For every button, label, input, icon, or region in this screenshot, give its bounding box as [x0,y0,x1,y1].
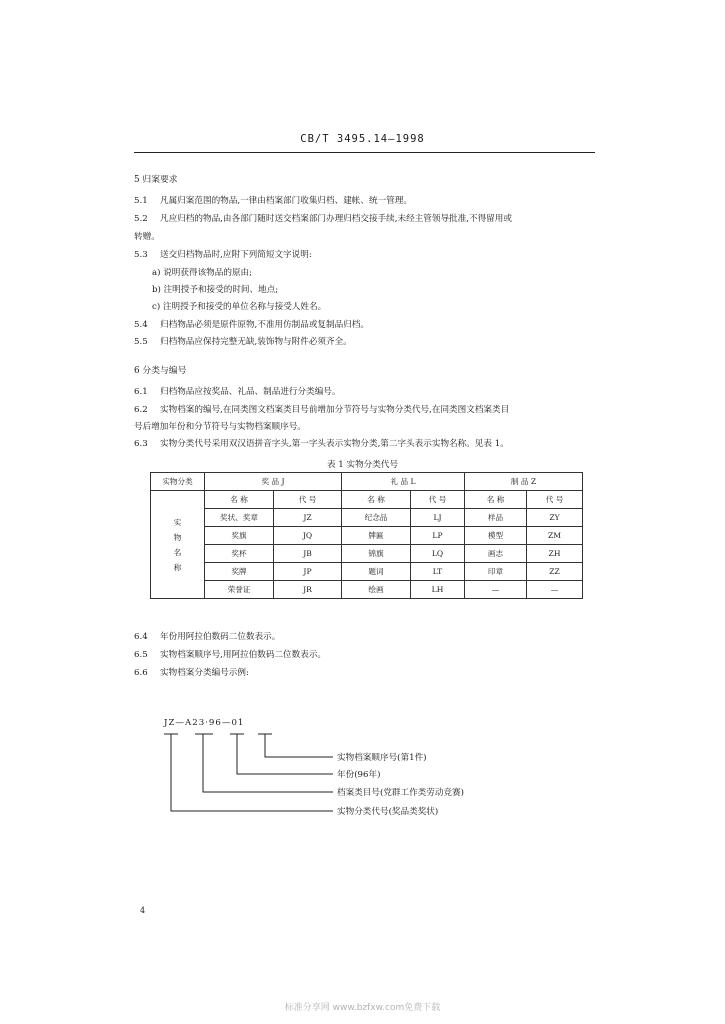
subheader-code: 代 号 [527,491,583,509]
clause-6-4: 6.4 年份用阿拉伯数码二位数表示。 [134,632,281,642]
leader-category [171,734,333,811]
clause-6-5: 6.5 实物档案顺序号,用阿拉伯数码二位数表示。 [134,650,327,660]
leader-sequence [265,734,333,757]
section-5-title: 5 归案要求 [134,175,178,185]
code-part-category: JZ [164,718,176,728]
table-cell: 模型 [465,527,527,545]
table-cell: 奖牌 [205,563,274,581]
code-separator: — [221,718,232,728]
clause-5-3: 5.3 送交归档物品时,应附下列简短文字说明: [134,250,312,260]
table-cell: 奖杯 [205,545,274,563]
clause-5-4: 5.4 归档物品必须是原件原物,不准用仿制品或复制品归档。 [134,320,369,330]
clause-5-3-a: a) 说明获得该物品的原由; [152,268,253,278]
table-cell: 题词 [342,563,411,581]
table-cell: ZZ [527,563,583,581]
code-part-class: A23 [185,718,206,728]
clause-6-2-continued: 号后增加年份和分节符号与实物档案顺序号。 [134,422,306,432]
code-part-sequence: 01 [231,718,245,728]
leader-class [203,734,333,792]
table-cell: 奖旗 [205,527,274,545]
table-cell: 纪念品 [342,509,411,527]
label-category: 实物分类代号(奖品类奖状) [337,807,439,817]
row-header-cell: 实 物 名 称 [151,491,205,599]
table-cell: 奖状、奖章 [205,509,274,527]
table-cell: 锦旗 [342,545,411,563]
table-cell: JB [274,545,342,563]
table-cell: LJ [411,509,465,527]
clause-5-3-c: c) 注明授予和接受的单位名称与接受人姓名。 [152,302,327,312]
table-cell: — [527,581,583,599]
clause-5-2: 5.2 凡应归档的物品,由各部门随时送交档案部门办理归档交接手续,未经主管领导批准,不得留用或 [134,214,512,224]
subheader-name: 名 称 [465,491,527,509]
label-class: 档案类目号(党群工作类劳动竞赛) [337,788,465,798]
table-cell: 印章 [465,563,527,581]
label-year: 年份(96年) [337,770,381,780]
table-cell: JR [274,581,342,599]
subheader-name: 名 称 [342,491,411,509]
section-6-title: 6 分类与编号 [134,366,187,376]
code-separator: · [205,718,209,728]
clause-6-3: 6.3 实物分类代号采用双汉语拼音字头,第一字头表示实物分类,第二字头表示实物名称。见表 1。 [134,439,509,449]
table-cell: ZH [527,545,583,563]
table-cell: 牌匾 [342,527,411,545]
code-part-year: 96 [208,718,222,728]
clause-6-6: 6.6 实物档案分类编号示例: [134,668,249,678]
table-cell: LT [411,563,465,581]
clause-5-3-b: b) 注明授予和接受的时间、地点; [152,285,279,295]
label-sequence: 实物档案顺序号(第1件) [337,753,427,763]
table-cell: JZ [274,509,342,527]
table-caption: 表 1 实物分类代号 [326,460,399,470]
group-award: 奖 品 J [205,473,342,491]
table-cell: LQ [411,545,465,563]
table-corner-cell: 实物分类 [151,473,205,491]
table-cell: 画志 [465,545,527,563]
clause-5-2-continued: 转赠。 [134,232,160,242]
clause-5-1: 5.1 凡属归案范围的物品,一律由档案部门收集归档、建帐、统一管理。 [134,196,412,206]
group-product: 制 品 Z [465,473,583,491]
table-cell: 样品 [465,509,527,527]
page-number: 4 [140,906,146,915]
subheader-code: 代 号 [411,491,465,509]
clause-6-2: 6.2 实物档案的编号,在同类图文档案类目号前增加分节符号与实物分类代号,在同类图文档案类目 [134,405,510,415]
subheader-name: 名 称 [205,491,274,509]
table-cell: 荣誉证 [205,581,274,599]
table-cell: ZM [527,527,583,545]
table-cell: JQ [274,527,342,545]
clause-5-5: 5.5 归档物品应保持完整无缺,装饰物与附件必须齐全。 [134,337,352,347]
table-cell: LH [411,581,465,599]
table-cell: LP [411,527,465,545]
subheader-code: 代 号 [274,491,342,509]
code-separator: — [175,718,186,728]
table-cell: JP [274,563,342,581]
clause-6-1: 6.1 归档物品应按奖品、礼品、制品进行分类编号。 [134,387,341,397]
watermark: 标准分享网 www.bzfxw.com免费下载 [284,1003,441,1013]
table-cell: — [465,581,527,599]
leader-year [237,734,333,774]
standard-number: CB/T 3495.14—1998 [300,133,425,145]
table-cell: ZY [527,509,583,527]
group-gift: 礼 品 L [342,473,465,491]
table-cell: 绘画 [342,581,411,599]
